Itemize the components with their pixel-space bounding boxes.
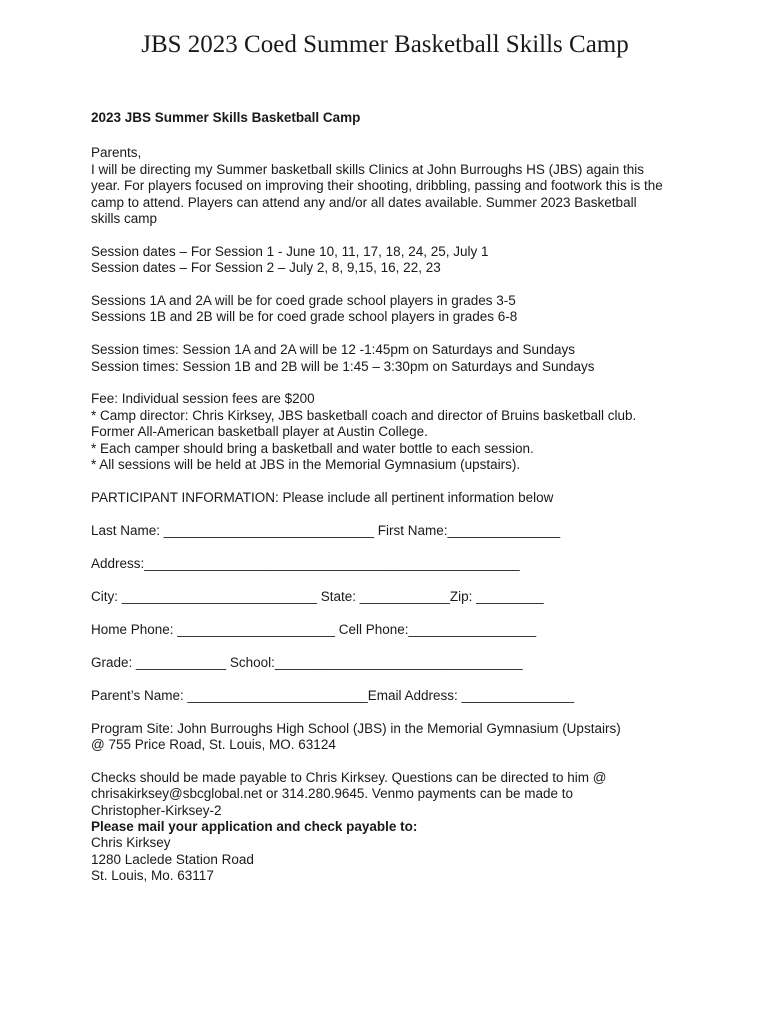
program-site-line: Program Site: John Burroughs High School (JBS) in the Memorial Gymnasium (Upstairs) — [91, 720, 621, 736]
grade-school-field[interactable]: Grade: ____________ School:_________________________________ — [91, 654, 523, 670]
fee-line: Fee: Individual session fees are $200 — [91, 391, 315, 407]
session-times — [91, 342, 691, 375]
camp-heading: 2023 JBS Summer Skills Basketball Camp — [91, 110, 361, 125]
session-b-grades: Sessions 1B and 2B will be for coed grade school players in grades 6-8 — [91, 309, 518, 325]
checks-line: Checks should be made payable to Chris Kirksey. Questions can be directed to him @ — [91, 769, 607, 785]
intro-line: year. For players focused on improving their shooting, dribbling, passing and footwork this is the — [91, 178, 663, 194]
location-line: * All sessions will be held at JBS in the Memorial Gymnasium (upstairs). — [91, 457, 521, 473]
contact-line: chrisakirksey@sbcglobal.net or 314.280.9645. Venmo payments can be made to — [91, 786, 573, 802]
venmo-handle: Christopher-Kirksey-2 — [91, 802, 222, 818]
page-title: JBS 2023 Coed Summer Basketball Skills Camp — [141, 31, 629, 58]
document-body — [91, 110, 691, 885]
address-field[interactable]: Address:__________________________________________________ — [91, 555, 520, 571]
mail-heading: Please mail your application and check payable to: — [91, 819, 418, 835]
mail-city: St. Louis, Mo. 63117 — [91, 868, 214, 884]
director-line: Former All-American basketball player at Austin College. — [91, 424, 428, 440]
session-a-grades: Sessions 1A and 2A will be for coed grade school players in grades 3-5 — [91, 293, 516, 309]
name-field[interactable]: Last Name: ____________________________ First Name:_______________ — [91, 522, 561, 538]
session-1-dates: Session dates – For Session 1 - June 10, 11, 17, 18, 24, 25, July 1 — [91, 243, 489, 259]
participant-info-heading: PARTICIPANT INFORMATION: Please include all pertinent information below — [91, 489, 554, 505]
intro-paragraph — [91, 145, 691, 227]
mail-name: Chris Kirksey — [91, 835, 171, 851]
city-state-zip-field[interactable]: City: __________________________ State: ____________Zip: _________ — [91, 588, 544, 604]
greeting: Parents, — [91, 145, 142, 161]
intro-line: camp to attend. Players can attend any and/or all dates available. Summer 2023 Basketball — [91, 194, 637, 210]
session-2-dates: Session dates – For Session 2 – July 2, 8, 9,15, 16, 22, 23 — [91, 260, 441, 276]
director-line: * Camp director: Chris Kirksey, JBS basketball coach and director of Bruins basketball club. — [91, 407, 637, 423]
intro-line: skills camp — [91, 211, 158, 227]
payment-section — [91, 770, 691, 885]
program-site-address: @ 755 Price Road, St. Louis, MO. 63124 — [91, 737, 336, 753]
intro-line: I will be directing my Summer basketball skills Clinics at John Burroughs HS (JBS) again this — [91, 161, 644, 177]
session-b-times: Session times: Session 1B and 2B will be 1:45 – 3:30pm on Saturdays and Sundays — [91, 358, 595, 374]
phone-field[interactable]: Home Phone: _____________________ Cell Phone:_________________ — [91, 621, 537, 637]
parent-email-field[interactable]: Parent’s Name: ________________________Email Address: _______________ — [91, 687, 575, 703]
program-site — [91, 721, 691, 754]
bring-line: * Each camper should bring a basketball and water bottle to each session. — [91, 440, 534, 456]
session-grades — [91, 293, 691, 326]
mail-street: 1280 Laclede Station Road — [91, 851, 254, 867]
fees-section — [91, 391, 691, 473]
session-a-times: Session times: Session 1A and 2A will be 12 -1:45pm on Saturdays and Sundays — [91, 342, 576, 358]
session-dates — [91, 244, 691, 277]
